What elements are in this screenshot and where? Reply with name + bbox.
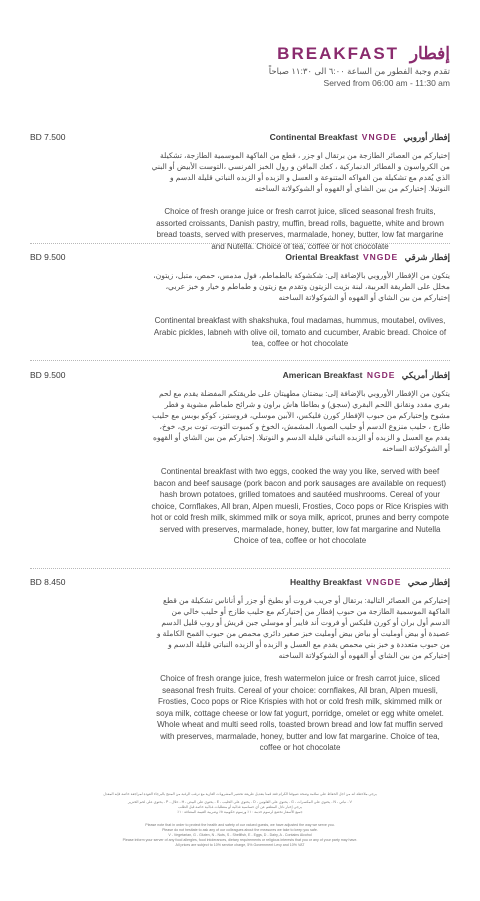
section-divider [30, 360, 450, 362]
item-name [270, 132, 450, 143]
item-description-english: Choice of fresh orange juice or fresh carrot juice, sliced seasonal fresh fruits, assorted croissants, Danish pastry, muffin, bread rolls, baguette, white and brown bread toasts, served with preserves, marmalade, honey, butter, low fat margarine and Nutella. Choice of tea, coffee or hot chocolate [156, 207, 444, 251]
footer-arabic [30, 792, 450, 815]
page-title [269, 44, 450, 64]
item-price: BD 8.450 [30, 577, 66, 587]
item-name-english: Oriental Breakfast [285, 252, 359, 262]
item-name-arabic: إفطار أوروبي [403, 132, 450, 142]
menu-item-american [30, 370, 450, 547]
item-description-english: Continental breakfast with shakshuka, foul madamas, hummus, moutabel, ovlives, Arabic pickles, labneh with olive oil, tomato and cucumber, Arabic bread. Choice of tea, coffee or hot chocolate [153, 316, 447, 348]
dietary-tags: VNGDE [361, 132, 398, 142]
menu-item-header [30, 577, 450, 591]
dietary-tags: VNGDE [366, 577, 402, 587]
footer-english-line: All prices are subject to 10% service charge, 5% Government Levy and 10% VAT [175, 843, 305, 847]
item-name-arabic: إفطار صحي [407, 577, 450, 587]
item-description-english: Choice of fresh orange juice, fresh watermelon juice or fresh carrot juice, sliced seasonal fresh fruits. Cereal of your choice: cornflakes, All bran, Alpen muesli, Frosties, Coco pops or Rice Krispies with hot or cold fresh milk, skimmed milk or soya milk, cottage cheese or low fat yogurt, porridge, omelet or egg white omelet. Whole wheat and multi seed rolls, toasted brown bread and low fat muffin served with preserves, marmalade, honey, butter and low fat margarine. Choice of tea, coffee or hot chocolate [156, 674, 444, 752]
footer-arabic-line: جميع الأسعار تخضع لرسوم خدمة ١٠٪ ورسوم حكومية ٥٪ وضريبة القيمة المضافة ١٠٪ [177, 810, 303, 814]
serving-time-arabic: تقدم وجبة الفطور من الساعة ٦:٠٠ الى ١١:٣٠ صباحاً [268, 66, 450, 76]
item-description-arabic: يتكون من الإفطار الأوروبي بالإضافة إلى: بيضتان مطهيتان على طريقتكم المفضلة يقدم مع لحم بقري مقدد ونقانق اللحم البقري (سجق) و بطاطا هاش براون و شرائح طماطم مشوية و فطر مشوح وإختياركم من حبوب الإفطار كورن فليكس، الآبين موسلي، فروستيز، كوكو بوبس مع حليب طازج ، حليب منزوع الدسم أو حليب الصويا، المشمش، الخوخ و كمبوت التوت، توت بري، خوخ، يقدم مع العسل و الزبده أو الزبده النباتي قليلة الدسم و النوتيلا. إختياركم من بين الشاي أو القهوه أو الشوكولاتة الساخنه [152, 389, 450, 453]
menu-item-header [30, 132, 450, 146]
item-name [285, 252, 450, 263]
footer-english-line: Please inform your server of any food allergies, food intolerances, dietary requirements or religious interests that you or any of your party may have. [122, 838, 358, 842]
menu-item-oriental [30, 252, 450, 350]
item-description-english: Continental breakfast with two eggs, cooked the way you like, served with beef bacon and beef sausage (pork bacon and pork sausages are available on request) hash brown potatoes, grilled tomatoes and sautéed mushrooms. Cereal of your choice, Cornflakes, All bran, Alpen muesli, Frosties, Coco pops or Rice Krispies with hot or cold fresh milk, skimmed milk or soya milk, apricot, prunes and berry compote served with preserves, marmalade, honey, butter, low fat margarine and Nutella Choice of tea, coffee or hot chocolate [151, 467, 449, 545]
title-english: BREAKFAST [277, 44, 400, 63]
dietary-tags: NGDE [366, 370, 396, 380]
item-description-arabic: يتكون من الإفطار الأوروبي بالإضافة إلى: شكشوكة بالطماطم، فول مدمس، حمص، متبل، زيتون، مخلل على الطريقة العربية، لبنة بزيت الزيتون وتقدم مع زيتون و طماطم و خيار و خبز عربي، إختياركم من بين الشاي أو القهوه أو الشوكولاتة الساخنه [153, 271, 450, 302]
menu-item-header [30, 252, 450, 266]
menu-header [269, 44, 450, 88]
item-name [290, 577, 450, 588]
item-description-arabic: إختياركم من العصائر الطازجة من برتقال او جزر ، قطع من الفاكهة الموسمية الطازجة، تشكيلة من الكرواسون و الفطائر الدنماركية ، كعك المافن و رول الخبز الفرنسي ،التوست الأبيض أو البني الذي يُقدم مع تشكيلة من الفواكه المتنوعة و العسل و الزبده أو الزبده النباتي قليلة الدسم و النوتيلا. إختياركم من بين الشاي أو القهوه أو الشوكولاتة الساخنه [151, 151, 450, 193]
item-name-arabic: إفطار أمريكي [401, 370, 450, 380]
section-divider [30, 568, 450, 570]
menu-item-healthy [30, 577, 450, 754]
footer-arabic-line: يرجى إخبار نادل المطعم عن أي حساسية غذائية أو متطلبات غذائية خاصة قبل الطلب [178, 805, 302, 809]
item-name-english: Continental Breakfast [269, 132, 358, 142]
item-description-arabic: إختياركم من العصائر التالية: برتقال أو جريب فروت أو بطيخ أو جزر أو أناناس تشكيلة من قطع الفاكهة الموسمية الطازجة من حبوب إفطار من إختياركم مع حليب طازج أو حليب خالي من الدسم أول بران أو كورن فليكس أو فروت أند فايبر أو موسلي جبن قريش أو روب قليل الدسم عصيدة أو بيض أومليت أو بياض بيض أومليت خبز صغير دائري محمص من حبوب القمح الكاملة و من حبوب متعددة و خبز بني محمص يقدم مع العسل و الزبده أو الزبده النباتي قليلة الدسم و إختياركم من بين الشاي أو القهوه أو الشوكولاتة الساخنه [156, 596, 450, 660]
item-price: BD 9.500 [30, 252, 66, 262]
footer-english-line: Please do not hesitate to ask any of our colleagues about the measures we take to keep you safe. [162, 828, 318, 832]
footer-arabic-line: V - نباتي ، N - يحتوي على المكسرات ، G - يحتوي على الغلوتين ، D - يحتوي على الحليب ، E - يحتوي على البيض ، H - حلال ، P - يحتوي على لحم الخنزير [128, 800, 352, 804]
item-name-english: Healthy Breakfast [289, 577, 362, 587]
item-name-english: American Breakfast [282, 370, 363, 380]
title-arabic: إفطار [409, 44, 450, 63]
menu-item-header [30, 370, 450, 384]
item-name-arabic: إفطار شرقي [404, 252, 450, 262]
section-divider [30, 243, 450, 245]
item-price: BD 7.500 [30, 132, 66, 142]
footer-english-line: V - Vegetarian, G - Gluten, N - Nuts, S - Shellfish, E - Eggs, D - Dairy, A - Contains Alcohol [168, 833, 312, 837]
footer-english [30, 823, 450, 848]
item-price: BD 9.500 [30, 370, 66, 380]
footer-arabic-line: يرجى ملاحظة انه من اجل الحفاظ على سلامة وصحة ضيوفنا الكرام فقد قمنا بتعديل طريقة تحضير المشروبات الغازية مع ترغب الرغبة من المنتج بالبرجاء العودة لمراجعة خاصة فإنه المعدل [103, 792, 377, 796]
footer-notes [30, 792, 450, 848]
menu-item-continental [30, 132, 450, 252]
serving-time-english: Served from 06:00 am - 11:30 am [323, 78, 450, 88]
footer-english-line: Please note that in order to protect the health and safety of our valued guests, we have adjusted the way we serve you. [145, 823, 335, 827]
dietary-tags: VNGDE [362, 252, 399, 262]
item-name [283, 370, 450, 381]
